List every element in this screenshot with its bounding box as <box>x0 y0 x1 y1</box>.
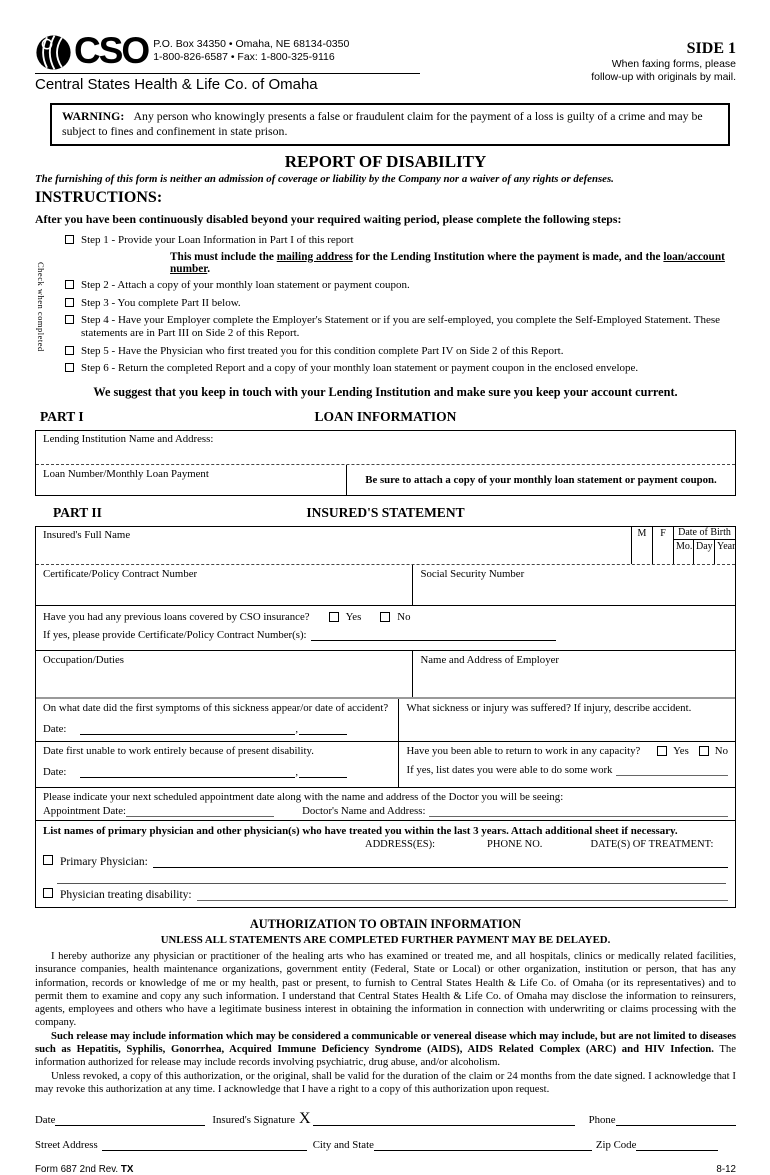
unable-date-label: Date: <box>43 766 67 778</box>
step-1-note-loan-account: loan/account number <box>170 250 725 275</box>
step-1-row <box>65 234 736 247</box>
part1-table <box>35 430 736 496</box>
return-to-work-yes-label: Yes <box>673 745 689 757</box>
sex-dob-grid <box>631 527 735 564</box>
ssn-label: Social Security Number <box>420 568 525 580</box>
form-state-code: TX <box>120 1164 134 1175</box>
fax-note-line2: follow-up with originals by mail. <box>591 71 736 83</box>
authorization-para2 <box>35 1030 736 1070</box>
authorization-title: AUTHORIZATION TO OBTAIN INFORMATION <box>249 917 522 931</box>
part2-table <box>35 526 736 908</box>
step-1-checkbox[interactable] <box>65 235 74 244</box>
loan-number-row <box>36 464 735 495</box>
insured-name-cell[interactable] <box>36 527 631 564</box>
treating-physician-checkbox[interactable] <box>43 888 53 898</box>
sickness-question: What sickness or injury was suffered? If injury, describe accident. <box>406 702 692 714</box>
sig-date-label: Date <box>35 1114 56 1127</box>
form-disclaimer: The furnishing of this form is neither an admission of coverage or liability by the Company nor a waiver of any rights or defenses. <box>35 173 614 185</box>
attach-note: Be sure to attach a copy of your monthly loan statement or payment coupon. <box>365 474 717 486</box>
dob-year-cell[interactable]: Year <box>714 540 735 564</box>
symptoms-date-input[interactable] <box>80 724 295 735</box>
step-4-label: Step 4 - Have your Employer complete the Employer's Statement or if you are self-employed, you complete the Self-Employed Statement. These statements are in Part III on Side 2 of this Report. <box>81 314 720 339</box>
symptoms-date-cell <box>36 699 399 741</box>
primary-physician-input[interactable] <box>153 857 728 868</box>
part2-label: PART II <box>53 505 102 520</box>
treating-physician-line <box>43 888 728 901</box>
dob-month-cell[interactable]: Mo. <box>673 540 693 564</box>
phone-fax-line: 1-800-826-6587 • Fax: 1-800-325-9116 <box>153 51 335 63</box>
lending-institution-cell[interactable] <box>36 431 735 464</box>
return-to-work-no-label: No <box>714 745 728 757</box>
primary-physician-checkbox[interactable] <box>43 855 53 865</box>
return-to-work-dates-input[interactable] <box>616 765 728 776</box>
step-2-checkbox[interactable] <box>65 280 74 289</box>
certificate-label: Certificate/Policy Contract Number <box>43 568 198 580</box>
street-address-label: Street Address <box>35 1139 98 1152</box>
keep-in-touch-note: We suggest that you keep in touch with your Lending Institution and make sure you keep your account current. <box>93 385 678 399</box>
doctor-name-label: Doctor's Name and Address: <box>302 805 426 817</box>
authorization-subtitle: UNLESS ALL STATEMENTS ARE COMPLETED FURTHER PAYMENT MAY BE DELAYED. <box>160 934 611 946</box>
primary-physician-label: Primary Physician: <box>60 856 148 868</box>
form-footer <box>35 1164 736 1175</box>
lending-institution-label: Lending Institution Name and Address: <box>43 433 214 445</box>
company-block <box>35 30 435 93</box>
warning-text: Any person who knowingly presents a false or fraudulent claim for the payment of a loss is guilty of a crime and may be subject to fines and confinement in state prison. <box>62 109 703 138</box>
physicians-intro: List names of primary physician and other physician(s) who have treated you within the last 3 years. Attach additional sheet if necessary. <box>43 825 678 837</box>
occupation-label: Occupation/Duties <box>43 654 124 666</box>
company-logo-text: CSO <box>74 30 149 71</box>
phone-header: PHONE NO. <box>487 839 543 850</box>
instructions-heading: INSTRUCTIONS: <box>35 189 163 206</box>
certificate-ssn-row <box>36 564 735 605</box>
sex-m-cell[interactable] <box>631 540 652 564</box>
treating-physician-label: Physician treating disability: <box>60 889 192 901</box>
form-header <box>35 30 736 93</box>
unable-to-work-label: Date first unable to work entirely because of present disability. <box>43 745 314 757</box>
step-4-row <box>65 314 736 340</box>
symptoms-question: On what date did the first symptoms of this sickness appear/or date of accident? <box>43 702 389 714</box>
part1-label: PART I <box>40 409 84 424</box>
check-when-completed-label: Check when completed <box>36 262 46 352</box>
previous-loans-question: Have you had any previous loans covered by CSO insurance? <box>43 611 310 623</box>
step-5-checkbox[interactable] <box>65 346 74 355</box>
part1-title: LOAN INFORMATION <box>314 409 457 424</box>
doctor-name-input[interactable] <box>429 806 728 817</box>
return-to-work-if-yes-label: If yes, list dates you were able to do some work <box>406 764 613 776</box>
step-6-label: Step 6 - Return the completed Report and a copy of your monthly loan statement or payment coupon in the enclosed envelope. <box>81 362 639 374</box>
loan-number-label: Loan Number/Monthly Loan Payment <box>43 468 209 480</box>
unable-date-comma: , <box>295 766 299 778</box>
previous-loans-yes-label: Yes <box>345 611 362 623</box>
step-6-row <box>65 362 736 375</box>
unable-date-input[interactable] <box>80 767 295 778</box>
dob-header: Date of Birth <box>673 527 735 540</box>
step-5-label: Step 5 - Have the Physician who first treated you for this condition complete Part IV on Side 2 of this Report. <box>81 344 564 357</box>
dob-day-cell[interactable]: Day <box>693 540 714 564</box>
company-address <box>150 34 349 64</box>
step-2-row <box>65 279 736 292</box>
physician-extra-input[interactable] <box>57 870 726 884</box>
step-3-label: Step 3 - You complete Part II below. <box>81 296 241 309</box>
previous-loans-row <box>36 605 735 650</box>
sig-date-input[interactable] <box>55 1115 205 1126</box>
attach-note-cell <box>347 465 735 495</box>
authorization-para2-bold: Such release may include information which may be considered a communicable or venereal disease which may include, but are not limited to diseases such as Hepatitis, Syphilis, Gonorrhea, Acquired Immune Deficiency Syndrome (AIDS), AIDS Related Complex (ARC) and HIV Infection. <box>35 1029 736 1056</box>
return-to-work-question: Have you been able to return to work in any capacity? <box>406 745 641 757</box>
side-info <box>591 34 736 84</box>
addresses-header: ADDRESS(ES): <box>365 839 436 850</box>
instructions-intro: After you have been continuously disabled beyond your required waiting period, please complete the following steps: <box>35 212 622 226</box>
primary-physician-line <box>43 855 728 868</box>
unable-to-work-cell <box>36 742 399 787</box>
zip-code-input[interactable] <box>636 1140 718 1151</box>
part2-heading-row <box>35 505 736 526</box>
steps-list <box>35 234 736 375</box>
authorization-para1: I hereby authorize any physician or practitioner of the healing arts who has examined or treated me, and all hospitals, clinics or medically related facilities, insurance companies, health maintenance organizations, government entity (Federal, State or Local) or other organization, institution or person, that has any information, records or knowledge of me or my health, past or present, to furnish to Central States Health & Life Co. of Omaha (or its representatives) and to permit them to examine and copy any such information. I understand that Central States Health & Life Co. of Omaha may disclose the information to reinsurers, agents, employees and others who have a legitimate business interest in obtaining the information in connection with underwriting or claims processing with the company. <box>35 950 736 1029</box>
part2-title: INSURED'S STATEMENT <box>306 505 465 520</box>
appointment-date-input[interactable] <box>126 806 274 817</box>
company-name: Central States Health & Life Co. of Omaha <box>35 76 318 93</box>
step-1-note-pre: This must include the <box>170 250 277 263</box>
step-2-label: Step 2 - Attach a copy of your monthly loan statement or payment coupon. <box>81 279 410 291</box>
step-1-label: Step 1 - Provide your Loan Information in Part I of this report <box>81 234 354 246</box>
return-to-work-cell <box>399 742 735 787</box>
part1-heading-row <box>35 409 736 430</box>
sickness-cell[interactable] <box>399 699 735 741</box>
treatment-dates-header: DATE(S) OF TREATMENT: <box>590 839 714 850</box>
unable-return-row <box>36 741 735 787</box>
return-to-work-no-checkbox[interactable] <box>699 746 709 756</box>
phone-input[interactable] <box>616 1115 736 1126</box>
insured-signature-label: Insured's Signature <box>212 1114 295 1127</box>
appointment-row <box>36 787 735 820</box>
step-3-row <box>65 297 736 310</box>
appointment-intro: Please indicate your next scheduled appointment date along with the name and address of the Doctor you will be seeing: <box>43 791 564 803</box>
certificate-cell[interactable] <box>36 565 413 605</box>
fraud-warning-box <box>50 103 730 146</box>
previous-loans-yes-checkbox[interactable] <box>329 612 339 622</box>
loan-number-cell[interactable] <box>36 465 347 495</box>
step-1-note <box>170 251 736 275</box>
ssn-cell[interactable] <box>413 565 735 605</box>
appointment-date-label: Appointment Date: <box>43 805 127 817</box>
signature-row <box>35 1110 736 1128</box>
step-5-row <box>65 345 736 358</box>
address-row <box>35 1139 736 1151</box>
signature-x-mark: X <box>299 1110 311 1128</box>
treating-physician-input[interactable] <box>197 890 728 901</box>
occupation-employer-row <box>36 650 735 697</box>
step-1-note-mailing-address: mailing address <box>276 250 353 263</box>
form-number-text: Form 687 2nd Rev. <box>35 1164 119 1175</box>
employer-label: Name and Address of Employer <box>420 654 559 666</box>
form-number <box>35 1164 133 1175</box>
previous-loans-numbers-input[interactable] <box>311 630 556 641</box>
sex-f-header: F <box>652 527 673 540</box>
city-state-input[interactable] <box>374 1140 592 1151</box>
insured-name-row <box>36 527 735 564</box>
symptoms-sickness-row <box>36 697 735 741</box>
symptoms-date-label: Date: <box>43 723 67 735</box>
street-address-input[interactable] <box>102 1140 307 1151</box>
physicians-row <box>36 820 735 907</box>
insured-signature-input[interactable] <box>313 1115 575 1126</box>
return-to-work-yes-checkbox[interactable] <box>657 746 667 756</box>
symptoms-year-input[interactable] <box>299 724 347 735</box>
step-4-checkbox[interactable] <box>65 315 74 324</box>
step-3-checkbox[interactable] <box>65 298 74 307</box>
physicians-column-headers <box>43 839 728 850</box>
previous-loans-no-checkbox[interactable] <box>380 612 390 622</box>
step-6-checkbox[interactable] <box>65 363 74 372</box>
previous-loans-no-label: No <box>397 611 411 623</box>
symptoms-date-comma: , <box>295 723 299 735</box>
unable-year-input[interactable] <box>299 767 347 778</box>
form-title: REPORT OF DISABILITY <box>284 152 487 171</box>
revision-date: 8-12 <box>716 1164 736 1175</box>
occupation-cell[interactable] <box>36 651 413 697</box>
po-box-line: P.O. Box 34350 • Omaha, NE 68134-0350 <box>153 38 350 50</box>
warning-label: WARNING: <box>62 109 125 123</box>
phone-label: Phone <box>588 1114 616 1127</box>
authorization-para3: Unless revoked, a copy of this authorization, or the original, shall be valid for the duration of the claim or 24 months from the date signed. I acknowledge that I may revoke this authorization at any time. I acknowledge that I have a right to a copy of this authorization upon request. <box>35 1069 736 1095</box>
sex-m-header: M <box>631 527 652 540</box>
zip-code-label: Zip Code <box>595 1139 637 1152</box>
step-1-note-mid: for the Lending Institution where the payment is made, and the <box>352 250 664 263</box>
employer-cell[interactable] <box>413 651 735 697</box>
city-state-label: City and State <box>312 1139 374 1152</box>
step-1-note-post: . <box>207 262 211 275</box>
insured-name-label: Insured's Full Name <box>43 529 131 541</box>
previous-loans-if-yes-label: If yes, please provide Certificate/Policy Contract Number(s): <box>43 629 307 641</box>
cso-globe-logo-icon <box>35 34 72 71</box>
sex-f-cell[interactable] <box>652 540 673 564</box>
side-label: SIDE 1 <box>686 40 736 57</box>
authorization-para2-regular: The information authorized for release may include records involving psychiatric, drug abuse, and/or alcoholism. <box>35 1043 736 1069</box>
fax-note-line1: When faxing forms, please <box>611 58 736 70</box>
